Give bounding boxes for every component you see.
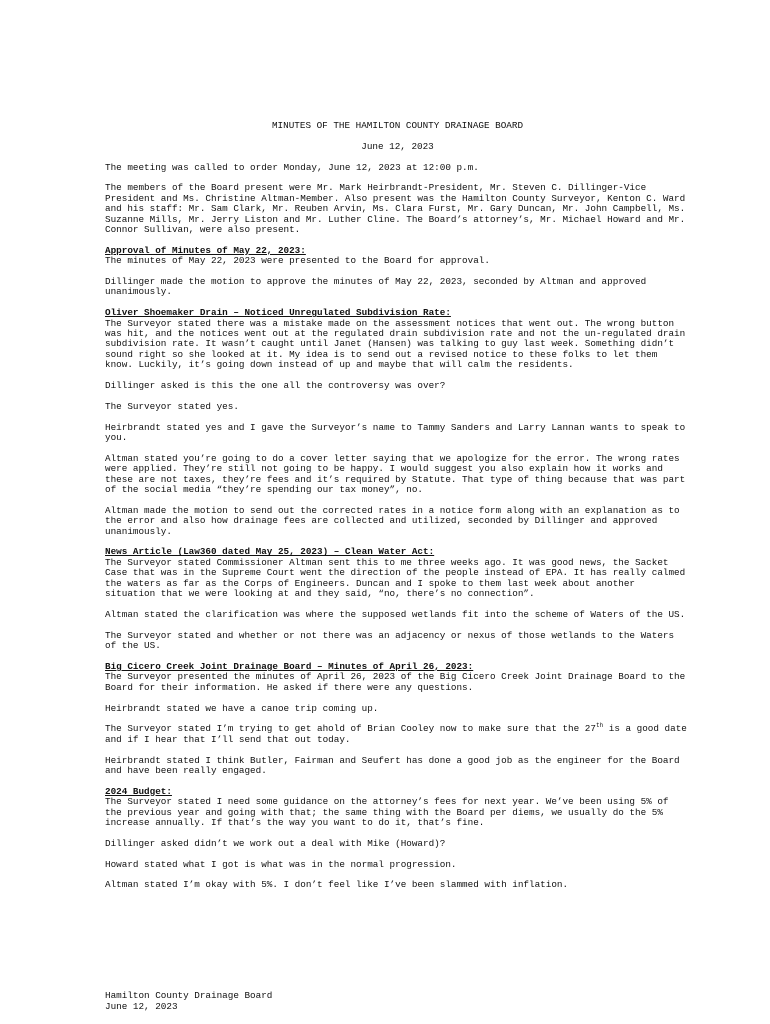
section-big-cicero [105,662,690,776]
section-news-article [105,547,690,651]
paragraph: Altman stated you’re going to do a cover letter saying that we apologize for the error. The wrong rates were applied. They’re still not going to be happy. I would suggest you also explain how it works and these are not taxes, they’re fees and it’s required by Statute. That type of thing because that was part of the social media “they’re spending our tax money”, no. [105,452,686,496]
document-title: MINUTES OF THE HAMILTON COUNTY DRAINAGE BOARD [271,120,524,131]
section-budget [105,787,690,891]
call-to-order: The meeting was called to order Monday, June 12, 2023 at 12:00 p.m. [105,161,479,173]
text-run: The Surveyor stated I’m trying to get ahold of Brian Cooley now to make sure that the 27 [105,723,596,735]
section-heading: Big Cicero Creek Joint Drainage Board – Minutes of April 26, 2023: [105,660,474,672]
paragraph: Heirbrandt stated yes and I gave the Surveyor’s name to Tammy Sanders and Larry Lannan wants to speak to you. [105,421,686,444]
footer-line: June 12, 2023 [105,1001,178,1012]
document-header [105,121,690,152]
paragraph: Altman stated the clarification was where the supposed wetlands fit into the scheme of Waters of the US. [105,608,686,620]
ordinal-suffix: th [595,722,604,730]
paragraph: The Surveyor stated there was a mistake made on the assessment notices that went out. The wrong button was hit, and the notices went out at the regulated drain subdivision rate and not the un-regulated drain subdivision rate. It wasn’t caught until Janet (Hansen) was talking to guy last week. Something didn’t sound right so she looked at it. My idea is to send out a revised notice to these folks to let them know. Luckily, it’s going down instead of up and maybe that will calm the residents. [105,317,686,371]
attendance-paragraph: The members of the Board present were Mr. Mark Heirbrandt-President, Mr. Steven C. Dillinger-Vice President and Ms. Christine Altman-Member. Also present was the Hamilton County Surveyor, Kenton C. Ward and his staff: Mr. Sam Clark, Mr. Reuben Arvin, Ms. Clara Furst, Mr. Gary Duncan, Mr. John Campbell, Ms. Suzanne Mills, Mr. Jerry Liston and Mr. Luther Cline. The Board’s attorney’s, Mr. Michael Howard and Mr. Connor Sullivan, were also present. [105,182,686,236]
paragraph: Howard stated what I got is what was in the normal progression. [105,858,457,870]
document-date: June 12, 2023 [361,140,434,152]
paragraph: The Surveyor stated I need some guidance on the attorney’s fees for next year. We’ve been using 5% of the previous year and going with that; the same thing with the Board per diems, we usually do the 5% increase annually. If that’s the way you want to do it, that’s fine. [105,796,669,828]
section-oliver-shoemaker [105,308,690,537]
section-heading: News Article (Law360 dated May 25, 2023) – Clean Water Act: [105,546,435,558]
section-approval [105,246,690,298]
paragraph: The Surveyor stated yes. [105,400,239,412]
paragraph: Dillinger asked didn’t we work out a deal with Mike (Howard)? [105,837,446,849]
paragraph: Altman stated I’m okay with 5%. I don’t feel like I’ve been slammed with inflation. [105,879,569,891]
paragraph: Dillinger made the motion to approve the minutes of May 22, 2023, seconded by Altman and approved unanimously. [105,276,647,298]
paragraph: Heirbrandt stated I think Butler, Fairman and Seufert has done a good job as the engineer for the Board and have been really engaged. [105,754,680,776]
paragraph: The minutes of May 22, 2023 were presented to the Board for approval. [105,255,490,267]
page-footer [105,990,272,1012]
paragraph: Dillinger asked is this the one all the controversy was over? [105,380,446,392]
section-heading: Oliver Shoemaker Drain – Noticed Unregulated Subdivision Rate: [105,307,451,319]
footer-line: Hamilton County Drainage Board [105,990,273,1001]
section-heading: 2024 Budget: [105,785,172,797]
paragraph: The Surveyor presented the minutes of April 26, 2023 of the Big Cicero Creek Joint Drainage Board to the Board for their information. He asked if there were any questions. [105,671,686,693]
section-heading: Approval of Minutes of May 22, 2023: [105,244,306,256]
paragraph [105,724,690,745]
paragraph: Heirbrandt stated we have a canoe trip coming up. [105,702,379,714]
paragraph: The Surveyor stated Commissioner Altman sent this to me three weeks ago. It was good news, the Sacket Case that was in the Supreme Court went the direction of the people instead of EPA. It has really calmed the waters as far as the Corps of Engineers. Duncan and I spoke to them last week about another situation that we were looking at and they said, “no, there’s no connection”. [105,556,686,600]
paragraph: Altman made the motion to send out the corrected rates in a notice form along with an explanation as to the error and also how drainage fees are collected and utilized, seconded by Dillinger and approved unanimously. [105,504,680,537]
paragraph: The Surveyor stated and whether or not there was an adjacency or nexus of those wetlands to the Waters of the US. [105,629,675,652]
text-run: is a good date and if I hear that I’ll send that out today. [105,723,687,745]
minutes-document [105,121,690,901]
